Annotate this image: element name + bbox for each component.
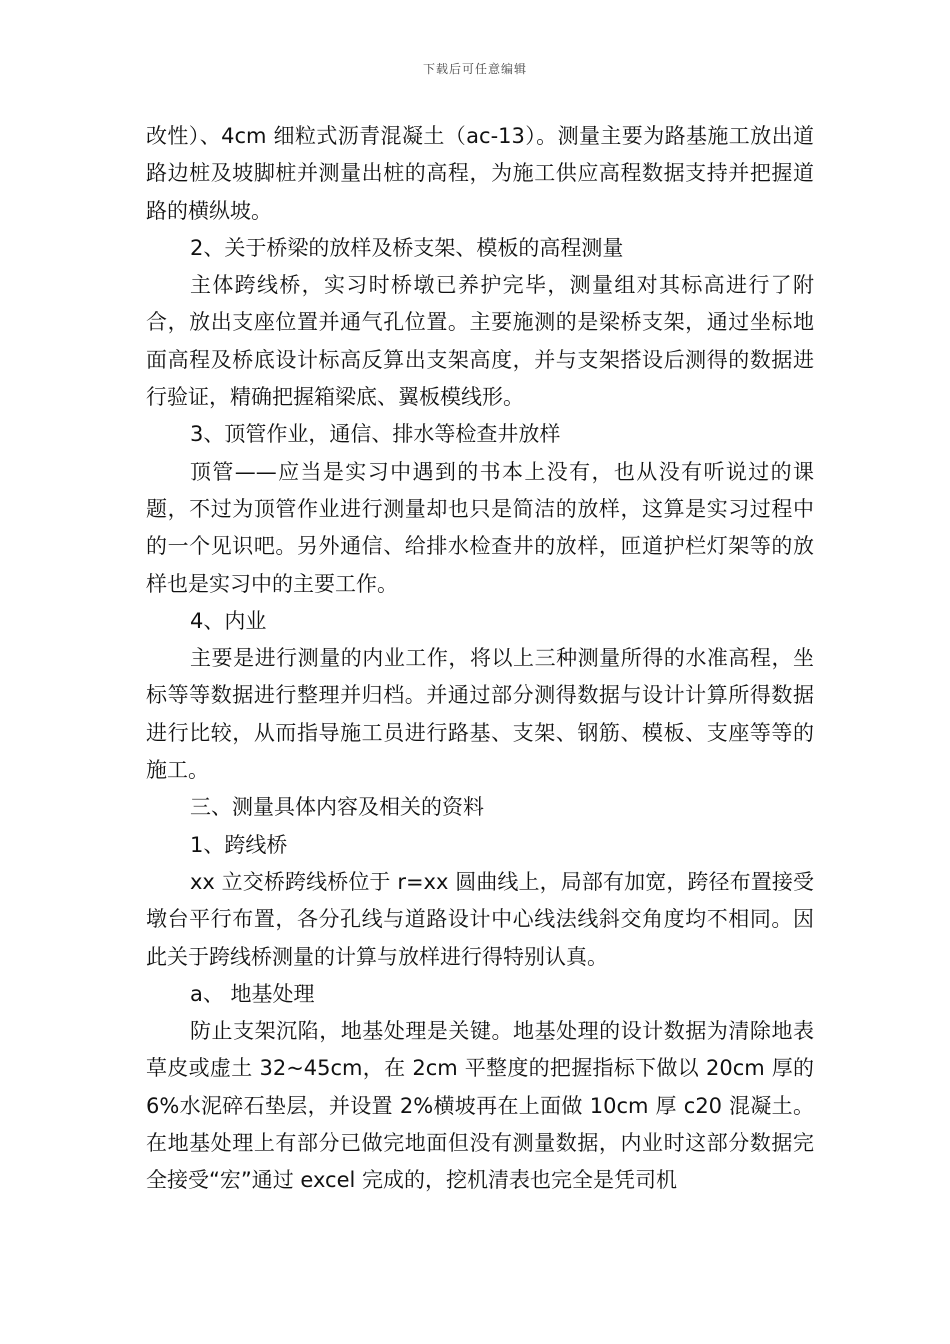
paragraph-continuation: 改性）、4cm 细粒式沥青混凝土（ac-13）。测量主要为路基施工放出道路边桩及坡脚桩并测量出桩的高程，为施工供应高程数据支持并把握道路的横纵坡。 (146, 124, 814, 223)
section-heading-pipe-jacking: 3、顶管作业，通信、排水等检查井放样 (190, 422, 561, 447)
paragraph-office-work: 主要是进行测量的内业工作，将以上三种测量所得的水准高程，坐标等等数据进行整理并归档。并通过部分测得数据与设计计算所得数据进行比较，从而指导施工员进行路基、支架、钢筋、模板、支座等等的施工。 (146, 646, 814, 783)
document-body (146, 118, 814, 1200)
paragraph-overpass: xx 立交桥跨线桥位于 r=xx 圆曲线上，局部有加宽，跨径布置接受墩台平行布置，各分孔线与道路设计中心线法线斜交角度均不相同。因此关于跨线桥测量的计算与放样进行得特别认真。 (146, 869, 814, 969)
section-heading-foundation: a、 地基处理 (190, 981, 315, 1006)
paragraph-pipe-jacking: 顶管——应当是实习中遇到的书本上没有，也从没有听说过的课题，不过为顶管作业进行测量却也只是简洁的放样，这算是实习过程中的一个见识吧。另外通信、给排水检查井的放样，匝道护栏灯架等的放样也是实习中的主要工作。 (146, 459, 814, 596)
paragraph-bridge-survey: 主体跨线桥，实习时桥墩已养护完毕，测量组对其标高进行了附合，放出支座位置并通气孔位置。主要施测的是梁桥支架，通过坐标地面高程及桥底设计标高反算出支架高度，并与支架搭设后测得的数据进行验证，精确把握箱梁底、翼板模线形。 (146, 273, 814, 410)
section-heading-survey-content: 三、测量具体内容及相关的资料 (190, 795, 484, 820)
section-heading-office-work: 4、内业 (190, 608, 267, 633)
section-heading-bridge-layout: 2、关于桥梁的放样及桥支架、模板的高程测量 (190, 235, 624, 260)
section-heading-overpass: 1、跨线桥 (190, 832, 288, 857)
page-header: 下载后可任意编辑 (422, 62, 527, 76)
paragraph-foundation: 防止支架沉陷，地基处理是关键。地基处理的设计数据为清除地表草皮或虚土 32~45cm，在 2cm 平整度的把握指标下做以 20cm 厚的 6%水泥碎石垫层，并设置 2%横坡再在上面做 10cm 厚 c20 混凝土。在地基处理上有部分已做完地面但没有测量数据，内业时这部分数据完全接受“宏”通过 excel 完成的，挖机清表也完全是凭司机 (146, 1019, 814, 1193)
